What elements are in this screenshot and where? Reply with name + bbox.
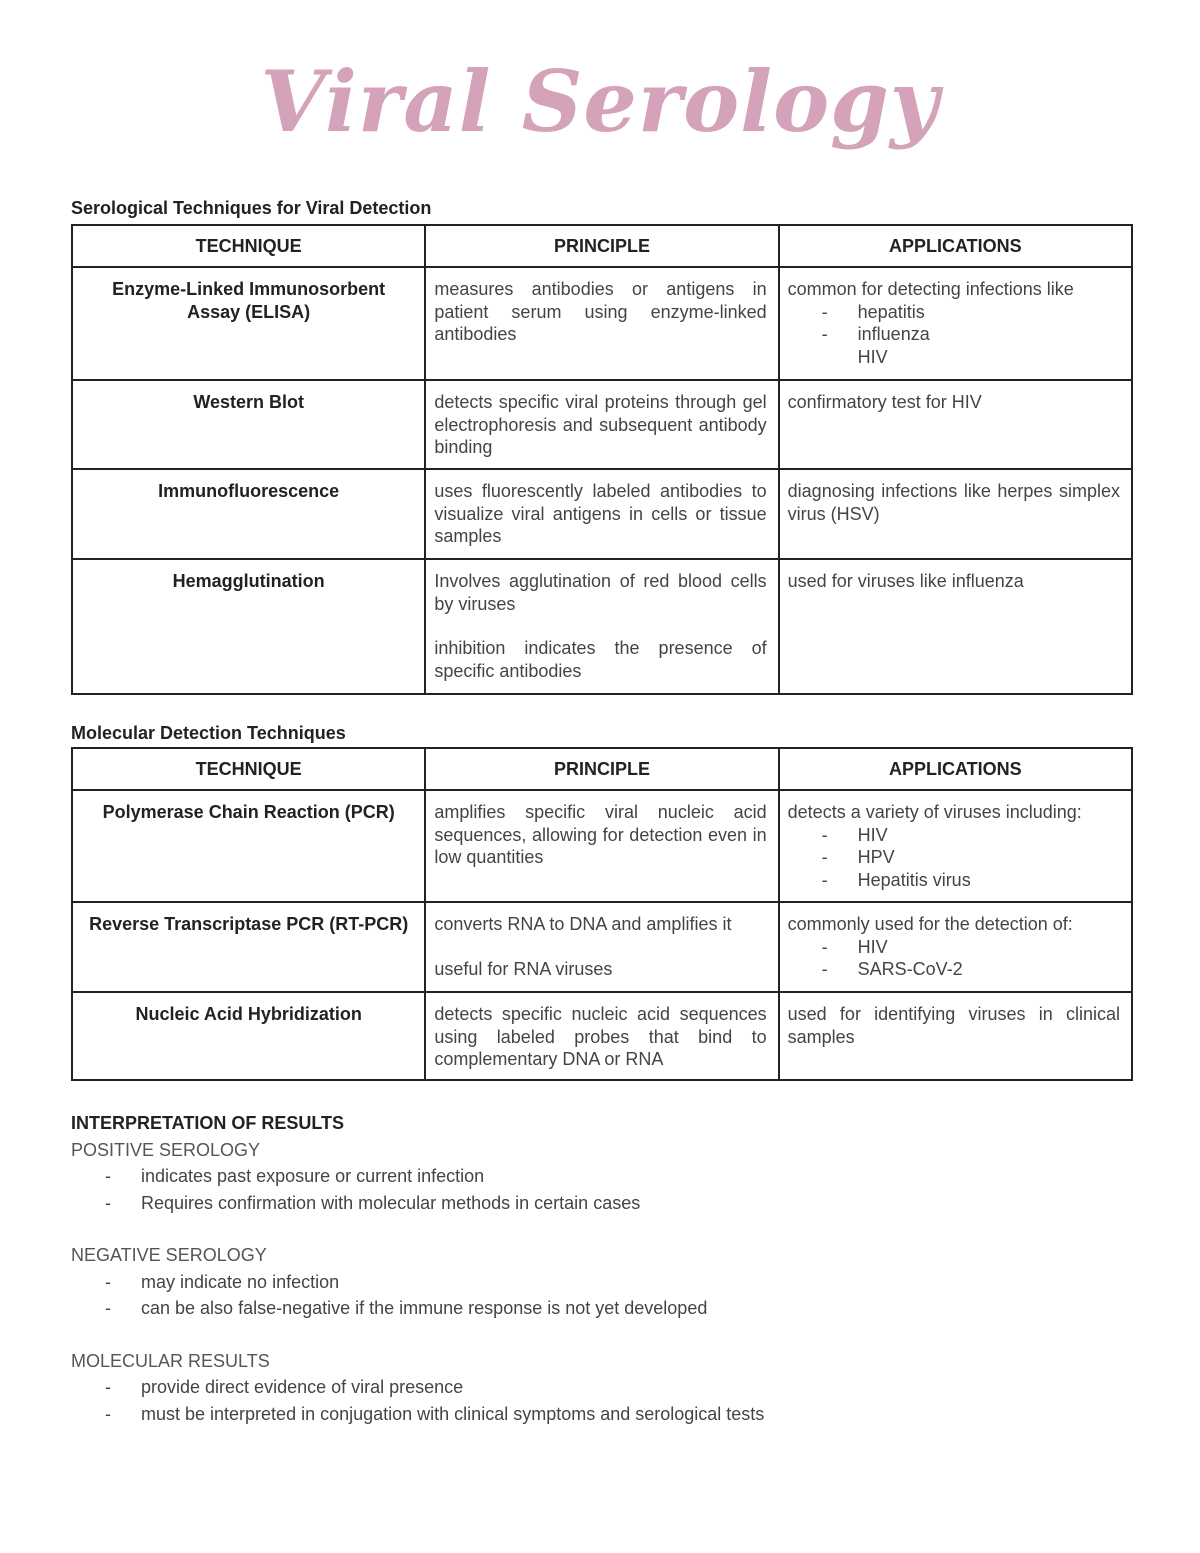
applications-cell: used for identifying viruses in clinical samples (779, 992, 1132, 1080)
technique-cell: Enzyme-Linked Immunosorbent Assay (ELISA) (72, 267, 425, 380)
table-row (72, 267, 1132, 380)
principle-cell: detects specific nucleic acid sequences using labeled probes that bind to complementary DNA or RNA (425, 992, 778, 1080)
interpretation-heading: INTERPRETATION OF RESULTS (71, 1113, 344, 1133)
list-item: - hepatitis (788, 301, 1120, 324)
technique-cell: Reverse Transcriptase PCR (RT-PCR) (72, 902, 425, 992)
table-row (72, 992, 1132, 1080)
technique-cell: Hemagglutination (72, 559, 425, 694)
list-item: - SARS-CoV-2 (788, 958, 1120, 981)
molecular-results-title: MOLECULAR RESULTS (71, 1350, 270, 1371)
list-item: - can be also false-negative if the immune response is not yet developed (71, 1295, 1131, 1322)
principle-cell: uses fluorescently labeled antibodies to visualize viral antigens in cells or tissue samples (425, 469, 778, 559)
principle-text-2: inhibition indicates the presence of specific antibodies (434, 638, 767, 681)
list-item: - Hepatitis virus (788, 869, 1120, 892)
principle-cell: amplifies specific viral nucleic acid sequences, allowing for detection even in low quantities (425, 790, 778, 902)
list-item: - HIV (788, 824, 1120, 847)
applications-list (788, 824, 1120, 892)
applications-intro: common for detecting infections like (787, 279, 1074, 299)
table-row (72, 380, 1132, 469)
table-header-row (72, 748, 1132, 790)
negative-serology-list (71, 1269, 1131, 1322)
col-header-principle: PRINCIPLE (425, 225, 778, 267)
principle-text: Involves agglutination of red blood cells by viruses (434, 571, 767, 614)
list-item: - HPV (788, 846, 1120, 869)
applications-cell: diagnosing infections like herpes simplex virus (HSV) (779, 469, 1132, 559)
table-header-row (72, 225, 1132, 267)
technique-cell: Western Blot (72, 380, 425, 469)
applications-cell (779, 902, 1132, 992)
serological-heading: Serological Techniques for Viral Detection (71, 198, 432, 218)
principle-text: converts RNA to DNA and amplifies it (434, 914, 732, 934)
col-header-technique: TECHNIQUE (72, 748, 425, 790)
principle-text-2: useful for RNA viruses (434, 958, 613, 979)
positive-serology-title: POSITIVE SEROLOGY (71, 1139, 261, 1160)
positive-serology-list (71, 1163, 1131, 1216)
applications-list (788, 301, 1120, 369)
applications-list (788, 936, 1120, 981)
list-item: - provide direct evidence of viral presence (71, 1374, 1131, 1401)
list-item: - HIV (788, 936, 1120, 959)
molecular-heading: Molecular Detection Techniques (71, 723, 346, 743)
technique-cell: Polymerase Chain Reaction (PCR) (72, 790, 425, 902)
list-item: - Requires confirmation with molecular methods in certain cases (71, 1190, 1131, 1217)
applications-cell (779, 267, 1132, 380)
list-item: - influenza (788, 323, 1120, 346)
applications-intro: commonly used for the detection of: (787, 914, 1073, 934)
applications-cell (779, 790, 1132, 902)
technique-cell: Immunofluorescence (72, 469, 425, 559)
principle-cell (425, 559, 778, 694)
negative-serology-title: NEGATIVE SEROLOGY (71, 1245, 267, 1265)
interpretation-section (71, 1110, 1131, 1453)
col-header-applications: APPLICATIONS (779, 748, 1132, 790)
molecular-table (71, 747, 1133, 1081)
table-row (72, 469, 1132, 559)
list-item: - indicates past exposure or current infection (71, 1163, 1131, 1190)
applications-cell: confirmatory test for HIV (779, 380, 1132, 469)
col-header-technique: TECHNIQUE (72, 225, 425, 267)
col-header-applications: APPLICATIONS (779, 225, 1132, 267)
principle-cell: detects specific viral proteins through gel electrophoresis and subsequent antibody binding (425, 380, 778, 469)
technique-cell: Nucleic Acid Hybridization (72, 992, 425, 1080)
molecular-results-list (71, 1374, 1131, 1427)
page-title: Viral Serology (260, 52, 940, 151)
list-item: HIV (857, 346, 888, 367)
applications-intro: detects a variety of viruses including: (787, 802, 1082, 822)
table-row (72, 790, 1132, 902)
col-header-principle: PRINCIPLE (425, 748, 778, 790)
principle-cell (425, 902, 778, 992)
table-row (72, 902, 1132, 992)
principle-cell: measures antibodies or antigens in patient serum using enzyme-linked antibodies (425, 267, 778, 380)
serological-table (71, 224, 1133, 695)
table-row (72, 559, 1132, 694)
applications-cell: used for viruses like influenza (779, 559, 1132, 694)
list-item: - must be interpreted in conjugation with clinical symptoms and serological tests (71, 1401, 1131, 1428)
list-item: - may indicate no infection (71, 1269, 1131, 1296)
